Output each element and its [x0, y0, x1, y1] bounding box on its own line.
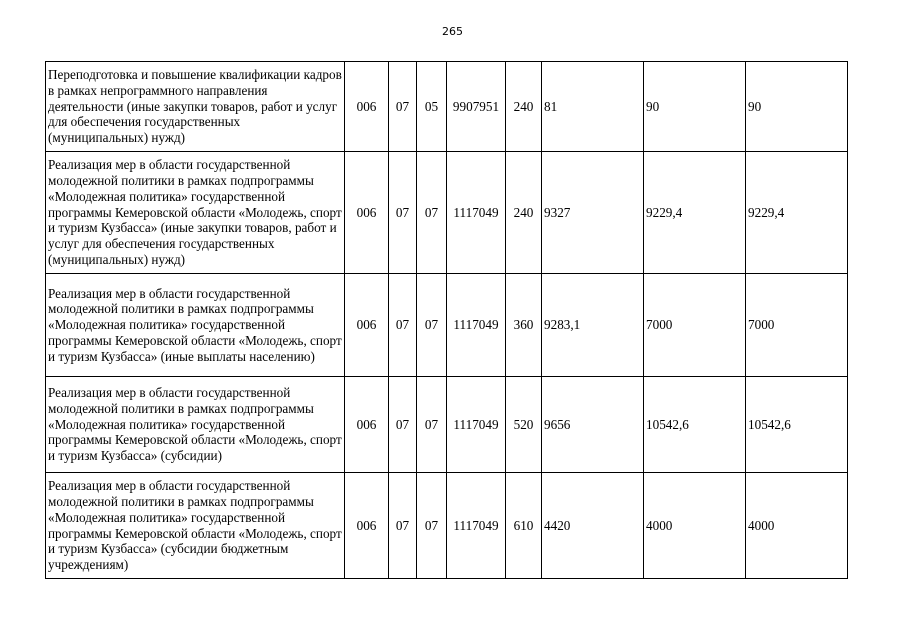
amount-year-1: 4420 — [542, 473, 644, 579]
expense-type-code: 360 — [506, 274, 542, 377]
expense-type-code: 240 — [506, 152, 542, 274]
amount-year-3: 9229,4 — [746, 152, 848, 274]
section-code: 07 — [389, 377, 417, 473]
subsection-code: 05 — [417, 62, 447, 152]
amount-year-1: 9656 — [542, 377, 644, 473]
expense-type-code: 520 — [506, 377, 542, 473]
expense-type-code: 240 — [506, 62, 542, 152]
subsection-code: 07 — [417, 377, 447, 473]
section-code: 07 — [389, 62, 417, 152]
ministry-code: 006 — [345, 62, 389, 152]
budget-table — [45, 61, 848, 579]
amount-year-3: 90 — [746, 62, 848, 152]
amount-year-2: 4000 — [644, 473, 746, 579]
table-row — [46, 274, 848, 377]
row-description: Реализация мер в области государственной молодежной политики в рамках подпрограммы «Молодежная политика» государственной программы Кемеровской области «Молодежь, спорт и туризм Кузбасса» (иные закупки товаров, работ и услуг для обеспечения государственных (муниципальных) нужд) — [46, 152, 345, 274]
amount-year-1: 9327 — [542, 152, 644, 274]
section-code: 07 — [389, 152, 417, 274]
ministry-code: 006 — [345, 473, 389, 579]
ministry-code: 006 — [345, 377, 389, 473]
section-code: 07 — [389, 473, 417, 579]
page-number: 265 — [442, 25, 463, 38]
subsection-code: 07 — [417, 152, 447, 274]
amount-year-3: 4000 — [746, 473, 848, 579]
target-article-code: 1117049 — [447, 473, 506, 579]
table-row — [46, 62, 848, 152]
amount-year-1: 9283,1 — [542, 274, 644, 377]
subsection-code: 07 — [417, 274, 447, 377]
target-article-code: 1117049 — [447, 377, 506, 473]
row-description: Реализация мер в области государственной молодежной политики в рамках подпрограммы «Молодежная политика» государственной программы Кемеровской области «Молодежь, спорт и туризм Кузбасса» (субсидии бюджетным учреждениям) — [46, 473, 345, 579]
section-code: 07 — [389, 274, 417, 377]
amount-year-2: 7000 — [644, 274, 746, 377]
table-row — [46, 152, 848, 274]
amount-year-3: 10542,6 — [746, 377, 848, 473]
ministry-code: 006 — [345, 152, 389, 274]
amount-year-2: 9229,4 — [644, 152, 746, 274]
amount-year-1: 81 — [542, 62, 644, 152]
amount-year-2: 10542,6 — [644, 377, 746, 473]
target-article-code: 9907951 — [447, 62, 506, 152]
target-article-code: 1117049 — [447, 152, 506, 274]
table-row — [46, 377, 848, 473]
row-description: Реализация мер в области государственной молодежной политики в рамках подпрограммы «Молодежная политика» государственной программы Кемеровской области «Молодежь, спорт и туризм Кузбасса» (субсидии) — [46, 377, 345, 473]
subsection-code: 07 — [417, 473, 447, 579]
row-description: Реализация мер в области государственной молодежной политики в рамках подпрограммы «Молодежная политика» государственной программы Кемеровской области «Молодежь, спорт и туризм Кузбасса» (иные выплаты населению) — [46, 274, 345, 377]
amount-year-2: 90 — [644, 62, 746, 152]
amount-year-3: 7000 — [746, 274, 848, 377]
target-article-code: 1117049 — [447, 274, 506, 377]
row-description: Переподготовка и повышение квалификации кадров в рамках непрограммного направления деятельности (иные закупки товаров, работ и услуг для обеспечения государственных (муниципальных) нужд) — [46, 62, 345, 152]
expense-type-code: 610 — [506, 473, 542, 579]
table-row — [46, 473, 848, 579]
ministry-code: 006 — [345, 274, 389, 377]
